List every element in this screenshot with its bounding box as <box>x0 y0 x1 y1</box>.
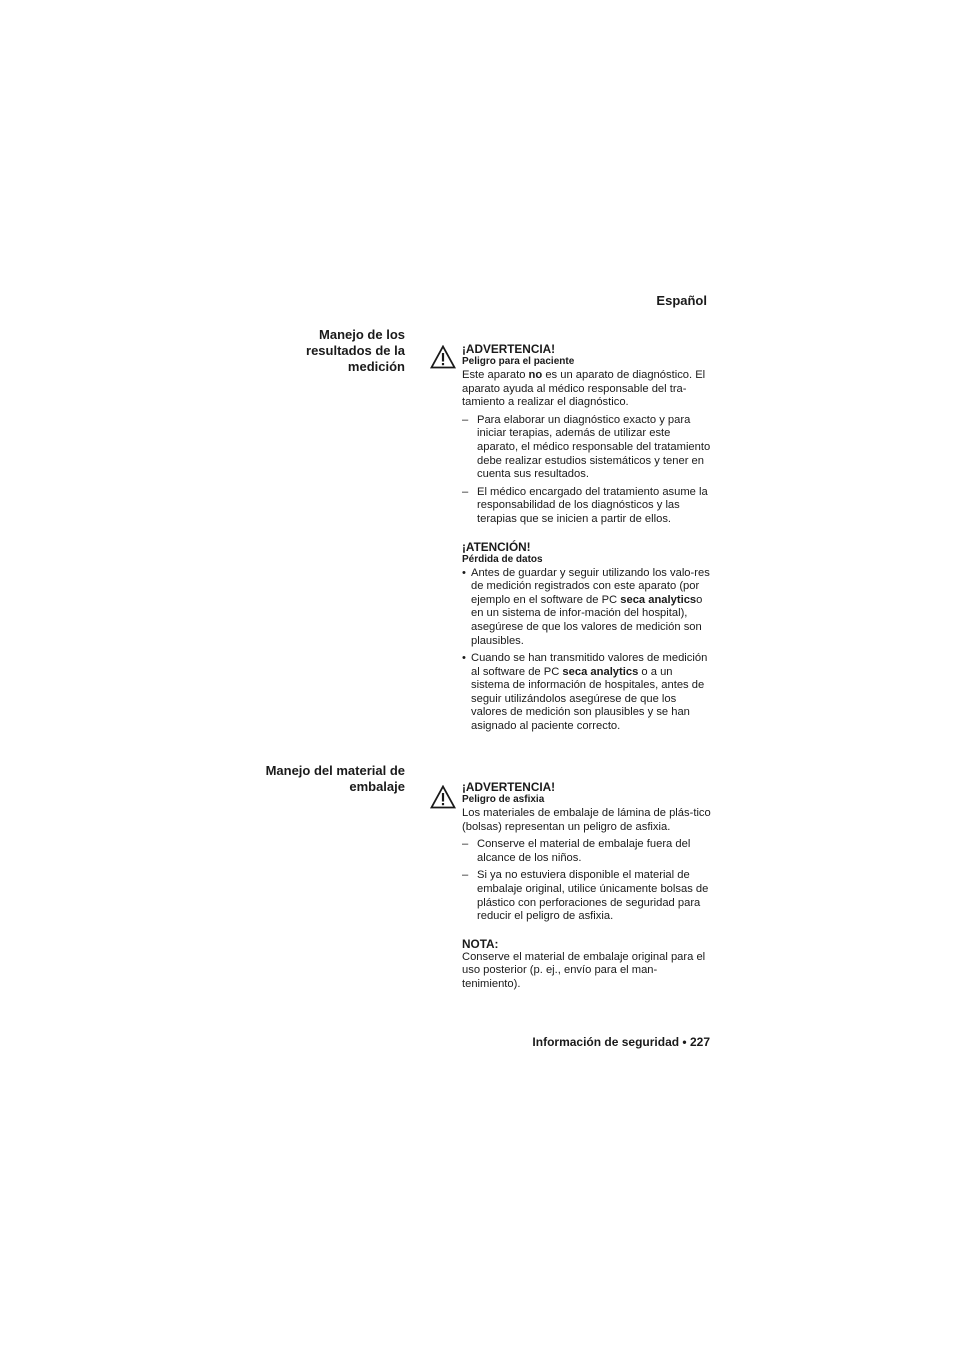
list-item: • Cuando se han transmitido valores de medición al software de PC seca analytics o a un sistema de información de hospitales, antes de seguir utilizándolos asegúrese de que los valores de medición son plausibles y se han asignado al paciente correcto. <box>462 652 712 734</box>
warning-triangle-icon <box>430 345 456 369</box>
list-item: – El médico encargado del tratamiento asume la responsabilidad de los diagnósticos y las terapias que se inicien a partir de ellos. <box>462 486 712 527</box>
warning-list <box>462 838 712 924</box>
warning-triangle-icon <box>430 785 456 809</box>
attention-subtitle: Pérdida de datos <box>462 553 543 565</box>
attention-heading: ¡ATENCIÓN! <box>462 539 531 554</box>
note-heading: NOTA: <box>462 936 499 951</box>
section-title-line: resultados de la <box>306 343 405 358</box>
list-item: • Antes de guardar y seguir utilizando los valo-res de medición registrados con este aparato (por ejemplo en el software de PC seca analyticso en un sistema de infor-mación del hospital), asegúrese de que los valores de medición son plausibles. <box>462 567 712 649</box>
section-title-line: Manejo de los <box>319 327 405 342</box>
section-title-line: medición <box>347 359 405 374</box>
section-title-line: Manejo del material de <box>265 763 405 778</box>
section-body-results <box>462 342 712 738</box>
section-title-line: embalaje <box>349 779 405 794</box>
section-title-packaging <box>230 763 405 795</box>
warning-subtitle: Peligro de asfixia <box>462 794 545 805</box>
warning-intro: Los materiales de embalaje de lámina de plás-tico (bolsas) representan un peligro de asfixia. <box>462 807 711 833</box>
list-item: – Si ya no estuviera disponible el material de embalaje original, utilice únicamente bolsas de plástico con perforaciones de seguridad para reducir el peligro de asfixia. <box>462 869 712 923</box>
list-item: – Para elaborar un diagnóstico exacto y para iniciar terapias, además de utilizar este aparato, el médico responsable del tratamiento debe realizar estudios sistemáticos y tener en cuenta sus resultados. <box>462 414 712 482</box>
warning-heading: ¡ADVERTENCIA! <box>462 780 556 794</box>
warning-subtitle: Peligro para el paciente <box>462 356 575 367</box>
attention-list <box>462 567 712 734</box>
language-label: Español <box>656 293 707 308</box>
section-title-results <box>230 327 405 375</box>
note-text: Conserve el material de embalaje original para el uso posterior (p. ej., envío para el man-tenimiento). <box>462 950 706 990</box>
list-item: – Conserve el material de embalaje fuera del alcance de los niños. <box>462 838 712 865</box>
warning-intro: Este aparato no es un aparato de diagnóstico. El aparato ayuda al médico responsable del tra-tamiento a realizar el diagnóstico. <box>462 369 706 409</box>
warning-list <box>462 414 712 527</box>
section-body-packaging <box>462 780 712 992</box>
page-footer: Información de seguridad • 227 <box>532 1035 710 1049</box>
warning-heading: ¡ADVERTENCIA! <box>462 342 556 356</box>
